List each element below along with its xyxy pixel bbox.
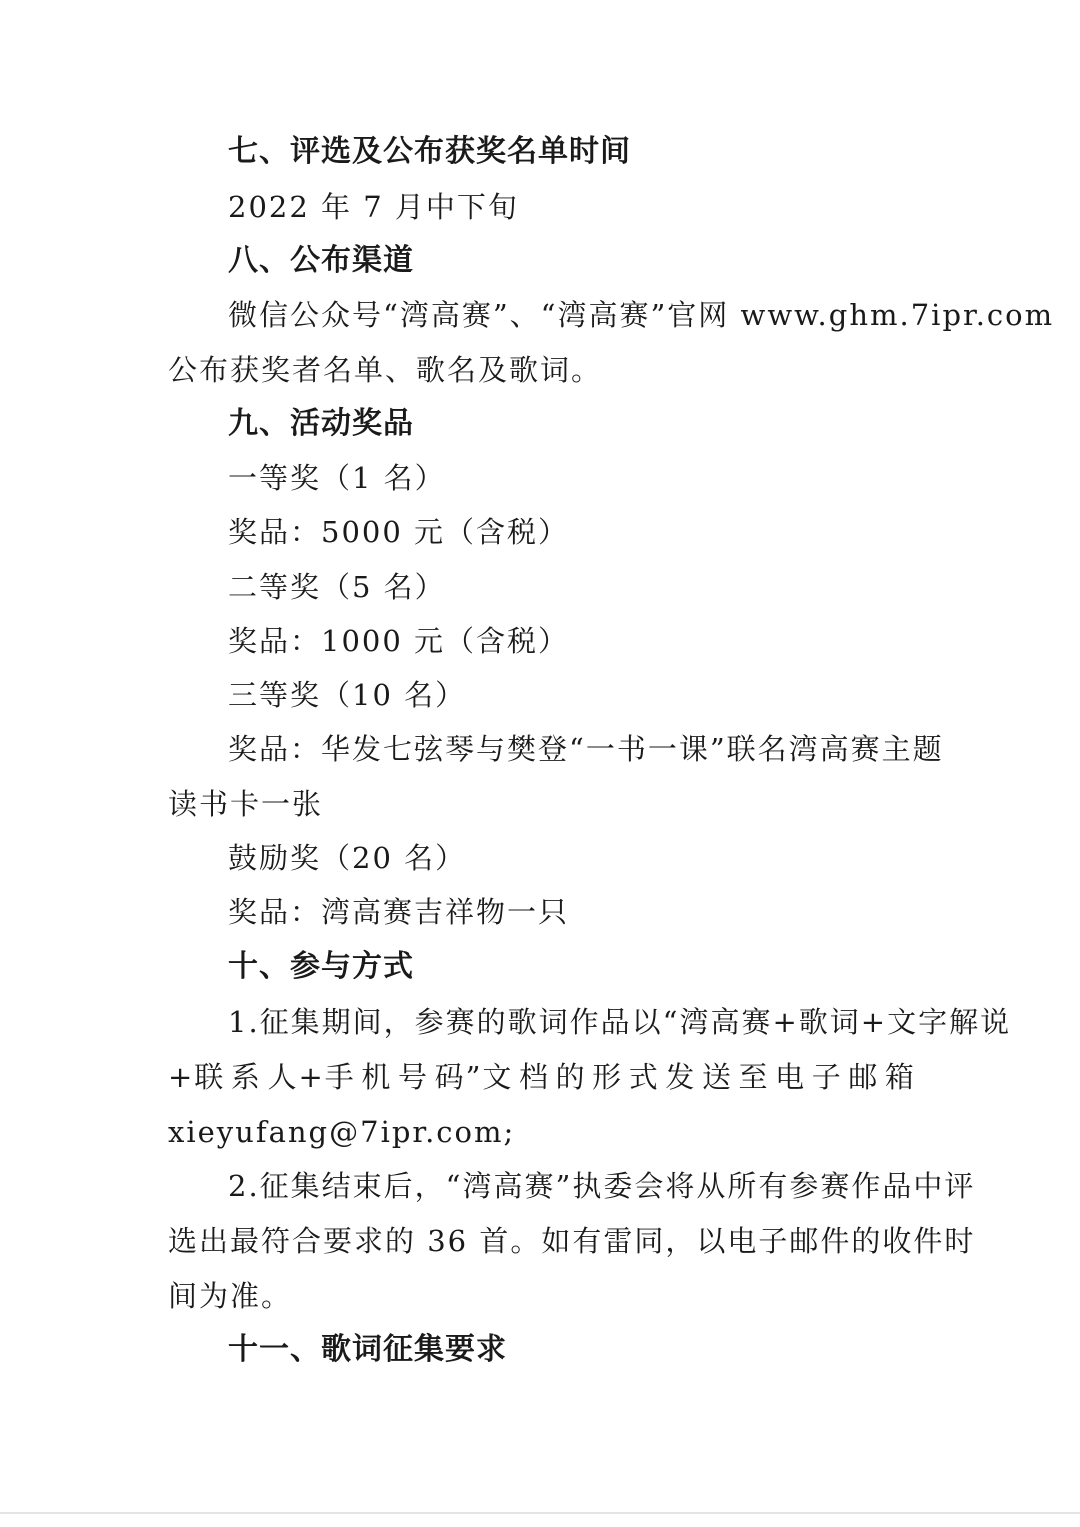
section-10-item-1-line-1: 1.征集期间，参赛的歌词作品以“湾高赛+歌词+文字解说 <box>228 1005 1012 1039</box>
section-10-heading: 十、参与方式 <box>228 949 414 984</box>
word: 码”文 <box>434 1060 514 1094</box>
word: 档 <box>518 1060 550 1094</box>
word: 的 <box>555 1060 587 1094</box>
section-10-item-2-line-3: 间为准。 <box>168 1279 293 1313</box>
word: 子 <box>811 1060 843 1094</box>
word: 号 <box>397 1060 429 1094</box>
word: 系 <box>230 1060 262 1094</box>
prize-tier-1: 一等奖（1 名） <box>228 461 446 495</box>
word: 形 <box>592 1060 624 1094</box>
section-10-item-1-email: xieyufang@7ipr.com; <box>168 1115 516 1149</box>
word: 送 <box>701 1060 733 1094</box>
section-11-heading: 十一、歌词征集要求 <box>228 1332 507 1367</box>
word: 至 <box>738 1060 770 1094</box>
section-10-item-1-line-2 <box>168 1057 916 1097</box>
section-8-body-line-2: 公布获奖者名单、歌名及歌词。 <box>168 353 603 387</box>
section-8-body-line-1: 微信公众号“湾高赛”、“湾高赛”官网 www.ghm.7ipr.com <box>228 298 1055 332</box>
section-7-body: 2022 年 7 月中下旬 <box>228 190 519 224</box>
word: 发 <box>665 1060 697 1094</box>
prize-reward-3: 奖品：华发七弦琴与樊登“一书一课”联名湾高赛主题 <box>228 732 944 766</box>
section-9-heading: 九、活动奖品 <box>228 406 414 441</box>
prize-tier-4: 鼓励奖（20 名） <box>228 841 467 875</box>
word: 电 <box>775 1060 807 1094</box>
section-7-heading: 七、评选及公布获奖名单时间 <box>228 134 631 169</box>
prize-tier-3: 三等奖（10 名） <box>228 678 467 712</box>
section-8-heading: 八、公布渠道 <box>228 243 414 278</box>
prize-reward-4: 奖品：湾高赛吉祥物一只 <box>228 895 570 929</box>
word: 邮 <box>848 1060 880 1094</box>
prize-reward-2: 奖品：1000 元（含税） <box>228 624 570 658</box>
section-10-item-2-line-2: 选出最符合要求的 36 首。如有雷同，以电子邮件的收件时 <box>168 1224 976 1258</box>
prize-reward-1: 奖品：5000 元（含税） <box>228 515 570 549</box>
word: 机 <box>361 1060 393 1094</box>
word: 人+手 <box>267 1060 356 1094</box>
word: 箱 <box>884 1060 916 1094</box>
prize-tier-2: 二等奖（5 名） <box>228 570 446 604</box>
word: 式 <box>628 1060 660 1094</box>
word: +联 <box>168 1060 226 1094</box>
prize-reward-3-continued: 读书卡一张 <box>168 787 324 821</box>
page-bottom-edge <box>0 1512 1080 1514</box>
section-10-item-2-line-1: 2.征集结束后，“湾高赛”执委会将从所有参赛作品中评 <box>228 1169 976 1203</box>
